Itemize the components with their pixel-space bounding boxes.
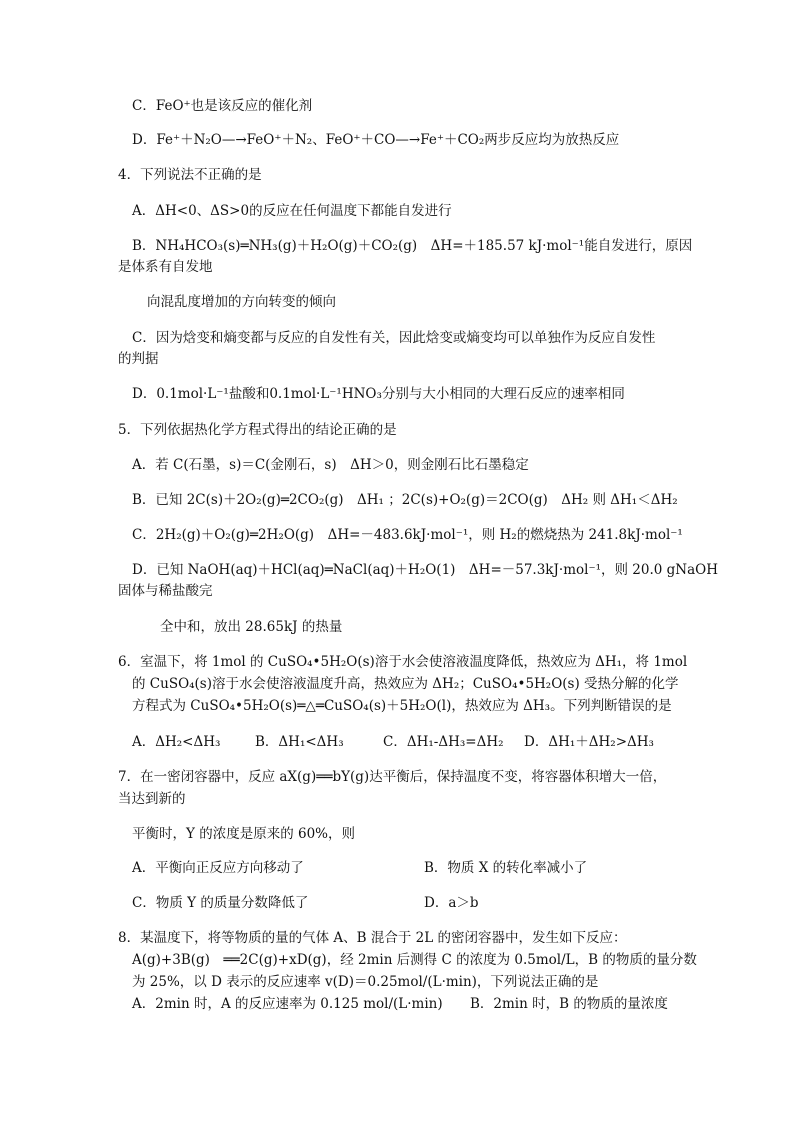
q4-option-c-line1: C．因为焓变和熵变都与反应的自发性有关，因此焓变或熵变均可以单独作为反应自发性 xyxy=(132,330,656,346)
q4-option-b-line3: 向混乱度增加的方向转变的倾向 xyxy=(147,294,336,310)
q7-option-b: B．物质 X 的转化率减小了 xyxy=(424,860,588,876)
q4-option-a: A．ΔH<0、ΔS>0的反应在任何温度下都能自发进行 xyxy=(132,203,452,219)
q5-stem: 5．下列依据热化学方程式得出的结论正确的是 xyxy=(118,422,397,438)
q6-stem-line3: 方程式为 CuSO₄•5H₂O(s)═△═CuSO₄(s)＋5H₂O(l)，热效应为 ΔH₃。下列判断错误的是 xyxy=(132,698,672,714)
q7-stem-line3: 平衡时，Y 的浓度是原来的 60%，则 xyxy=(132,826,356,842)
q5-option-b: B．已知 2C(s)＋2O₂(g)═2CO₂(g) ΔH₁ ；2C(s)+O₂(g)＝2CO(g) ΔH₂ 则 ΔH₁＜ΔH₂ xyxy=(132,492,678,508)
q5-option-d-line3: 全中和，放出 28.65kJ 的热量 xyxy=(160,619,343,635)
q3-option-d: D．Fe⁺＋N₂O—→FeO⁺＋N₂、FeO⁺＋CO—→Fe⁺＋CO₂两步反应均为放热反应 xyxy=(132,132,620,148)
q8-option-b: B．2min 时，B 的物质的量浓度 xyxy=(470,996,668,1012)
q7-stem-line2: 当达到新的 xyxy=(118,791,186,807)
q5-option-c: C．2H₂(g)＋O₂(g)═2H₂O(g) ΔH=－483.6kJ·mol⁻¹，则 H₂的燃烧热为 241.8kJ·mol⁻¹ xyxy=(132,527,683,543)
q8-stem-line2: A(g)+3B(g) ══2C(g)+xD(g)，经 2min 后测得 C 的浓度为 0.5mol/L，B 的物质的量分数 xyxy=(132,952,697,968)
q8-stem-line1: 8．某温度下，将等物质的量的气体 A、B 混合于 2L 的密闭容器中，发生如下反应： xyxy=(118,930,627,946)
q7-option-a: A．平衡向正反应方向移动了 xyxy=(132,860,304,876)
q4-option-c-line2: 的判据 xyxy=(118,351,159,367)
q6-stem-line1: 6．室温下，将 1mol 的 CuSO₄•5H₂O(s)溶于水会使溶液温度降低，热效应为 ΔH₁，将 1mol xyxy=(118,654,688,670)
q4-option-b-line1: B．NH₄HCO₃(s)═NH₃(g)＋H₂O(g)＋CO₂(g) ΔH=＋185.57 kJ·mol⁻¹能自发进行，原因 xyxy=(132,238,693,254)
q7-stem-line1: 7．在一密闭容器中，反应 aX(g)══bY(g)达平衡后，保持温度不变，将容器体积增大一倍， xyxy=(118,769,667,785)
q8-option-a: A．2min 时，A 的反应速率为 0.125 mol/(L·min) xyxy=(132,996,443,1012)
q6-option-d: D．ΔH₁＋ΔH₂>ΔH₃ xyxy=(524,734,654,750)
q5-option-d-line1: D．已知 NaOH(aq)＋HCl(aq)═NaCl(aq)＋H₂O(1) ΔH=－57.3kJ·mol⁻¹，则 20.0 gNaOH xyxy=(132,562,718,578)
q5-option-a: A．若 C(石墨，s)＝C(金刚石，s) ΔH＞0，则金刚石比石墨稳定 xyxy=(132,457,529,473)
q5-option-d-line2: 固体与稀盐酸完 xyxy=(118,583,213,599)
q4-stem: 4．下列说法不正确的是 xyxy=(118,167,262,183)
q7-option-d: D．a＞b xyxy=(424,895,479,911)
q6-option-c: C．ΔH₁-ΔH₃=ΔH₂ xyxy=(383,734,504,750)
q6-option-b: B．ΔH₁<ΔH₃ xyxy=(255,734,344,750)
q7-option-c: C．物质 Y 的质量分数降低了 xyxy=(132,895,309,911)
q3-option-c: C．FeO⁺也是该反应的催化剂 xyxy=(132,98,313,114)
q6-option-a: A．ΔH₂<ΔH₃ xyxy=(132,734,221,750)
q4-option-d: D．0.1mol·L⁻¹盐酸和0.1mol·L⁻¹HNO₃分别与大小相同的大理石反应的速率相同 xyxy=(132,386,625,402)
q6-stem-line2: 的 CuSO₄(s)溶于水会使溶液温度升高，热效应为 ΔH₂；CuSO₄•5H₂O(s) 受热分解的化学 xyxy=(132,676,679,692)
q4-option-b-line2: 是体系有自发地 xyxy=(118,259,213,275)
q8-stem-line3: 为 25%，以 D 表示的反应速率 v(D)＝0.25mol/(L·min)，下列说法正确的是 xyxy=(132,974,599,990)
